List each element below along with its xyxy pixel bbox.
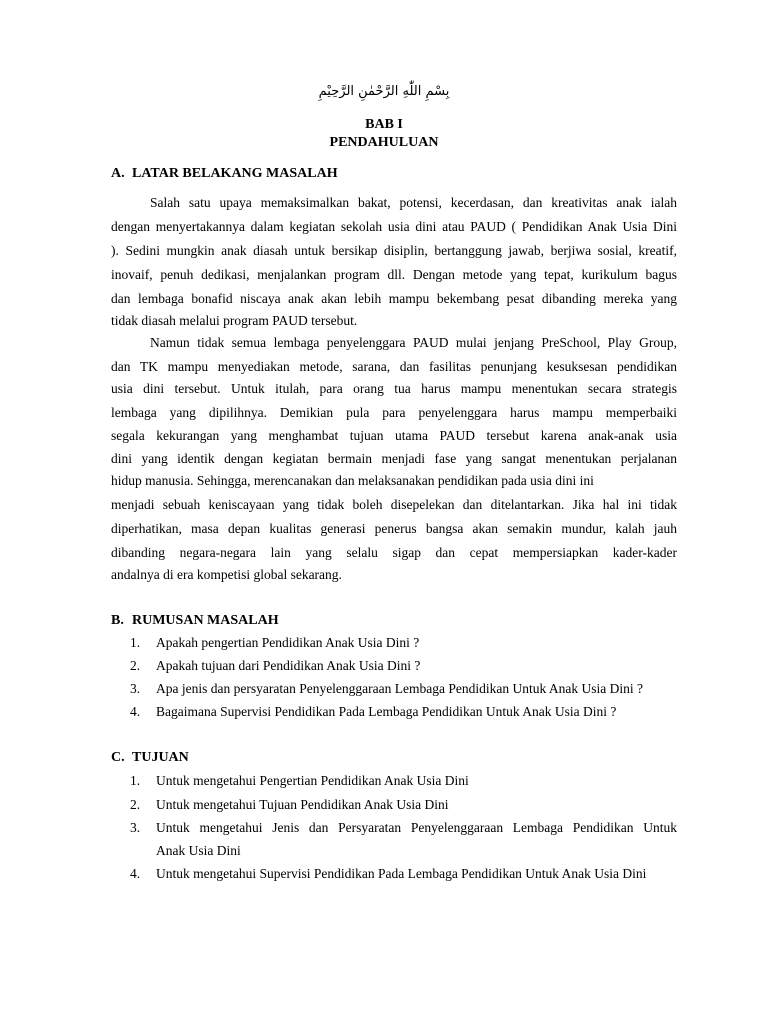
paragraph-line: segala kekurangan yang menghambat tujuan utama PAUD tersebut karena anak-anak usia <box>111 428 677 443</box>
list-text: Apakah tujuan dari Pendidikan Anak Usia Dini ? <box>156 658 421 673</box>
paragraph-line: dan lembaga bonafid niscaya anak akan lebih mampu bekembang pesat dibanding mereka yang <box>111 291 677 306</box>
section-c-heading <box>111 750 189 766</box>
list-number: 2. <box>130 658 141 673</box>
list-text: Apakah pengertian Pendidikan Anak Usia Dini ? <box>156 635 420 650</box>
list-item <box>130 658 420 674</box>
paragraph-line: diperhatikan, masa depan kualitas generasi penerus bangsa akan semakin mundur, kalah jauh <box>111 521 677 536</box>
chapter-title: PENDAHULUAN <box>329 135 439 150</box>
basmala-text: بِسْمِ اللّٰهِ الرَّحْمٰنِ الرَّحِيْمِ <box>318 84 450 99</box>
section-c-title: TUJUAN <box>132 750 189 765</box>
list-item <box>130 820 677 836</box>
list-text: Untuk mengetahui Supervisi Pendidikan Pada Lembaga Pendidikan Untuk Anak Usia Dini <box>156 866 647 881</box>
list-item <box>130 704 616 720</box>
paragraph-line: andalnya di era kompetisi global sekarang. <box>111 567 342 582</box>
section-a-heading <box>111 166 338 182</box>
section-a-letter: A. <box>111 166 125 181</box>
section-c-letter: C. <box>111 750 125 765</box>
paragraph-line: hidup manusia. Sehingga, merencanakan dan melaksanakan pendidikan pada usia dini ini <box>111 473 594 488</box>
list-item <box>130 681 643 697</box>
paragraph-line: Salah satu upaya memaksimalkan bakat, potensi, kecerdasan, dan kreativitas anak ialah <box>150 195 677 210</box>
list-text: Untuk mengetahui Tujuan Pendidikan Anak Usia Dini <box>156 797 449 812</box>
list-item <box>130 635 419 651</box>
section-b-letter: B. <box>111 613 124 628</box>
paragraph-line: tidak diasah melalui program PAUD tersebut. <box>111 313 358 328</box>
list-number: 1. <box>130 635 141 650</box>
list-text-continuation: Anak Usia Dini <box>156 843 241 858</box>
list-item <box>130 866 646 882</box>
paragraph-line: dini yang identik dengan kegiatan bermain menjadi fase yang sangat menentukan perjalanan <box>111 451 677 466</box>
list-number: 3. <box>130 820 141 835</box>
paragraph-line: Namun tidak semua lembaga penyelenggara PAUD mulai jenjang PreSchool, Play Group, <box>150 335 677 350</box>
list-number: 4. <box>130 704 141 719</box>
section-a-title: LATAR BELAKANG MASALAH <box>132 166 338 181</box>
list-item <box>130 773 469 789</box>
list-number: 4. <box>130 866 141 881</box>
list-number: 2. <box>130 797 141 812</box>
paragraph-line: inovaif, penuh dedikasi, menjalankan program dll. Dengan metode yang tepat, kurikulum bagus <box>111 267 677 282</box>
paragraph-line: ). Sedini mungkin anak diasah untuk bersikap disiplin, bertanggung jawab, berjiwa sosial, kreatif, <box>111 243 677 258</box>
list-text: Untuk mengetahui Pengertian Pendidikan Anak Usia Dini <box>156 773 469 788</box>
paragraph-line: usia dini tersebut. Untuk itulah, para orang tua harus mampu menentukan secara strategis <box>111 381 677 396</box>
section-b-title: RUMUSAN MASALAH <box>132 613 279 628</box>
paragraph-line: dengan menyertakannya dalam kegiatan sekolah usia dini atau PAUD ( Pendidikan Anak Usia Dini <box>111 219 677 234</box>
paragraph-line: dan TK mampu menyediakan metode, sarana, dan fasilitas penunjang kesuksesan pendidikan <box>111 359 677 374</box>
list-item <box>130 797 449 813</box>
paragraph-line: dibanding negara-negara lain yang selalu sigap dan cepat mempersiapkan kader-kader <box>111 545 677 560</box>
list-number: 3. <box>130 681 141 696</box>
paragraph-line: lembaga yang dipilihnya. Demikian pula para penyelenggara harus mampu memperbaiki <box>111 405 677 420</box>
list-text: Bagaimana Supervisi Pendidikan Pada Lembaga Pendidikan Untuk Anak Usia Dini ? <box>156 704 617 719</box>
section-b-heading <box>111 613 279 629</box>
list-number: 1. <box>130 773 141 788</box>
list-text: Apa jenis dan persyaratan Penyelenggaraan Lembaga Pendidikan Untuk Anak Usia Dini ? <box>156 681 643 696</box>
paragraph-line: menjadi sebuah keniscayaan yang tidak boleh disepelekan dan ditelantarkan. Jika hal ini tidak <box>111 497 677 512</box>
list-text: Untuk mengetahui Jenis dan Persyaratan Penyelenggaraan Lembaga Pendidikan Untuk <box>156 820 677 835</box>
chapter-label: BAB I <box>365 117 403 132</box>
